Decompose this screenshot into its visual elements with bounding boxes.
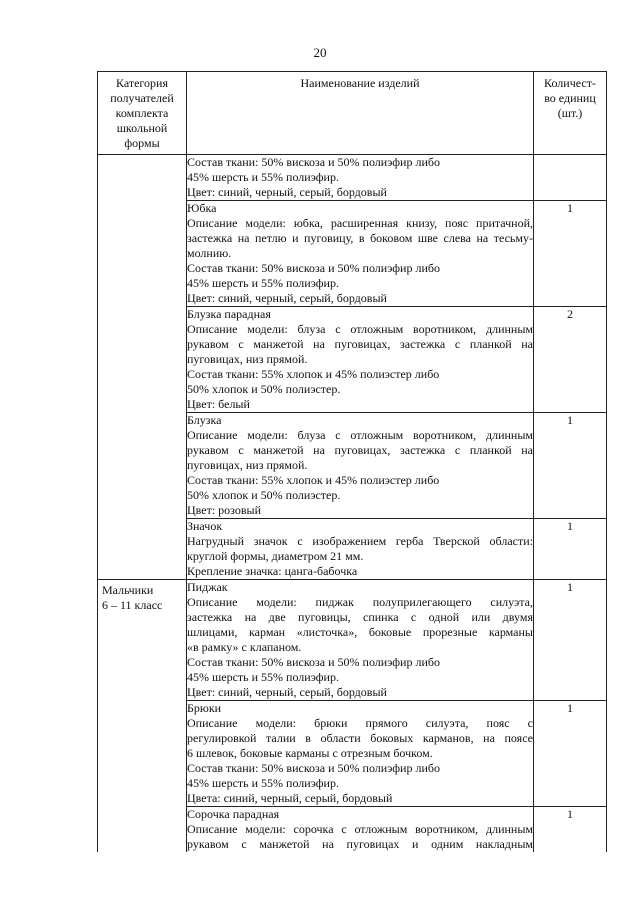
item-description-line: Состав ткани: 50% вискоза и 50% полиэфир либо bbox=[187, 155, 440, 169]
category-cell bbox=[98, 519, 187, 580]
page-number: 20 bbox=[313, 45, 327, 60]
category-cell bbox=[98, 701, 187, 807]
item-description-line: Описание модели: сорочка с отложным воротником, длинным bbox=[187, 822, 533, 836]
item-description-line: рукавом с манжетой на пуговицах, застежка с планкой на bbox=[187, 337, 533, 351]
table-row bbox=[98, 519, 607, 580]
category-cell bbox=[98, 155, 187, 201]
item-description-line: шлицами, карман «листочка», боковые прорезные карманы bbox=[187, 625, 533, 639]
item-description-line: Состав ткани: 55% хлопок и 45% полиэстер либо bbox=[187, 473, 440, 487]
category-line: 6 – 11 класс bbox=[102, 598, 163, 612]
item-description-line: Нагрудный значок с изображением герба Тверской области: bbox=[187, 534, 533, 548]
category-cell bbox=[98, 201, 187, 307]
table-row bbox=[98, 307, 607, 413]
header-quantity bbox=[534, 72, 607, 155]
uniform-items-table bbox=[97, 71, 607, 852]
item-description-cell bbox=[187, 201, 534, 307]
item-description-line: Описание модели: брюки прямого силуэта, пояс с bbox=[187, 716, 533, 730]
quantity-cell: 2 bbox=[534, 307, 607, 413]
item-title: Значок bbox=[187, 519, 223, 533]
item-description-cell bbox=[187, 701, 534, 807]
item-title: Блузка парадная bbox=[187, 307, 271, 321]
item-description-line: Цвет: синий, черный, серый, бордовый bbox=[187, 291, 387, 305]
header-quantity-line: Количест- bbox=[544, 76, 596, 90]
item-description-line: Описание модели: блуза с отложным воротником, длинным bbox=[187, 428, 533, 442]
item-description-line: Цвета: синий, черный, серый, бордовый bbox=[187, 791, 393, 805]
header-item-name bbox=[187, 72, 534, 155]
item-description-line: Описание модели: юбка, расширенная книзу, пояс притачной, bbox=[187, 216, 533, 230]
item-description-line: 45% шерсть и 55% полиэфир. bbox=[187, 776, 339, 790]
header-category-line: Категория bbox=[116, 76, 168, 90]
quantity-cell: 1 bbox=[534, 580, 607, 701]
category-cell bbox=[98, 580, 187, 701]
item-description-line: Описание модели: пиджак полуприлегающего силуэта, bbox=[187, 595, 533, 609]
header-category-line: формы bbox=[124, 136, 160, 150]
item-description-cell bbox=[187, 580, 534, 701]
item-title: Юбка bbox=[187, 201, 217, 215]
category-cell bbox=[98, 807, 187, 853]
item-description-line: 6 шлевок, боковые карманы с отрезным бочком. bbox=[187, 746, 433, 760]
header-category-line: комплекта bbox=[115, 106, 169, 120]
item-description-line: Состав ткани: 50% вискоза и 50% полиэфир либо bbox=[187, 761, 440, 775]
quantity-cell: 1 bbox=[534, 807, 607, 853]
header-quantity-line: (шт.) bbox=[557, 106, 583, 120]
item-description-line: «в рамку» с клапаном. bbox=[187, 640, 302, 654]
item-description-line: Описание модели: блуза с отложным воротником, длинным bbox=[187, 322, 533, 336]
table-row bbox=[98, 413, 607, 519]
item-title: Пиджак bbox=[187, 580, 228, 594]
quantity-cell: 1 bbox=[534, 519, 607, 580]
item-description-line: пуговицах, низ прямой. bbox=[187, 352, 308, 366]
item-description-line: Цвет: синий, черный, серый, бордовый bbox=[187, 685, 387, 699]
item-description-line: Состав ткани: 50% вискоза и 50% полиэфир либо bbox=[187, 261, 440, 275]
item-description-line: застежка на две пуговицы, спинка с одной или двумя bbox=[187, 610, 533, 624]
item-description-cell bbox=[187, 807, 534, 853]
table-body bbox=[98, 155, 607, 853]
header-quantity-line: во единиц bbox=[544, 91, 596, 105]
table-row bbox=[98, 580, 607, 701]
header-category-line: получателей bbox=[110, 91, 174, 105]
category-line: Мальчики bbox=[102, 583, 154, 597]
item-description-cell bbox=[187, 413, 534, 519]
category-cell bbox=[98, 307, 187, 413]
header-category-line: школьной bbox=[116, 121, 168, 135]
item-description-line: 45% шерсть и 55% полиэфир. bbox=[187, 170, 339, 184]
quantity-cell: 1 bbox=[534, 201, 607, 307]
header-category bbox=[98, 72, 187, 155]
table-row bbox=[98, 155, 607, 201]
item-title: Брюки bbox=[187, 701, 222, 715]
item-description-cell bbox=[187, 307, 534, 413]
item-description-line: 50% хлопок и 50% полиэстер. bbox=[187, 382, 341, 396]
item-description-line: Состав ткани: 55% хлопок и 45% полиэстер либо bbox=[187, 367, 440, 381]
item-title: Сорочка парадная bbox=[187, 807, 280, 821]
table-header-row bbox=[98, 72, 607, 155]
category-cell bbox=[98, 413, 187, 519]
item-description-line: Цвет: синий, черный, серый, бордовый bbox=[187, 185, 387, 199]
item-description-line: 45% шерсть и 55% полиэфир. bbox=[187, 276, 339, 290]
item-description-line: пуговицах, низ прямой. bbox=[187, 458, 308, 472]
item-description-line: регулировкой талии в области боковых карманов, на поясе bbox=[187, 731, 533, 745]
item-description-line: Цвет: розовый bbox=[187, 503, 261, 517]
quantity-cell bbox=[534, 155, 607, 201]
item-description-cell bbox=[187, 519, 534, 580]
item-description-line: рукавом с манжетой на пуговицах и одним накладным bbox=[187, 837, 533, 851]
table-row bbox=[98, 807, 607, 853]
item-description-line: 45% шерсть и 55% полиэфир. bbox=[187, 670, 339, 684]
quantity-cell: 1 bbox=[534, 701, 607, 807]
header-name-line: Наименование изделий bbox=[300, 76, 420, 90]
table-row bbox=[98, 701, 607, 807]
table-row bbox=[98, 201, 607, 307]
item-title: Блузка bbox=[187, 413, 222, 427]
item-description-line: застежка на петлю и пуговицу, в боковом шве слева на тесьму- bbox=[187, 231, 533, 245]
item-description-line: Цвет: белый bbox=[187, 397, 250, 411]
item-description-line: 50% хлопок и 50% полиэстер. bbox=[187, 488, 341, 502]
item-description-line: Крепление значка: цанга-бабочка bbox=[187, 564, 358, 578]
item-description-line: молнию. bbox=[187, 246, 232, 260]
item-description-cell bbox=[187, 155, 534, 201]
item-description-line: Состав ткани: 50% вискоза и 50% полиэфир либо bbox=[187, 655, 440, 669]
quantity-cell: 1 bbox=[534, 413, 607, 519]
item-description-line: рукавом с манжетой на пуговицах, застежка с планкой на bbox=[187, 443, 533, 457]
item-description-line: круглой формы, диаметром 21 мм. bbox=[187, 549, 364, 563]
